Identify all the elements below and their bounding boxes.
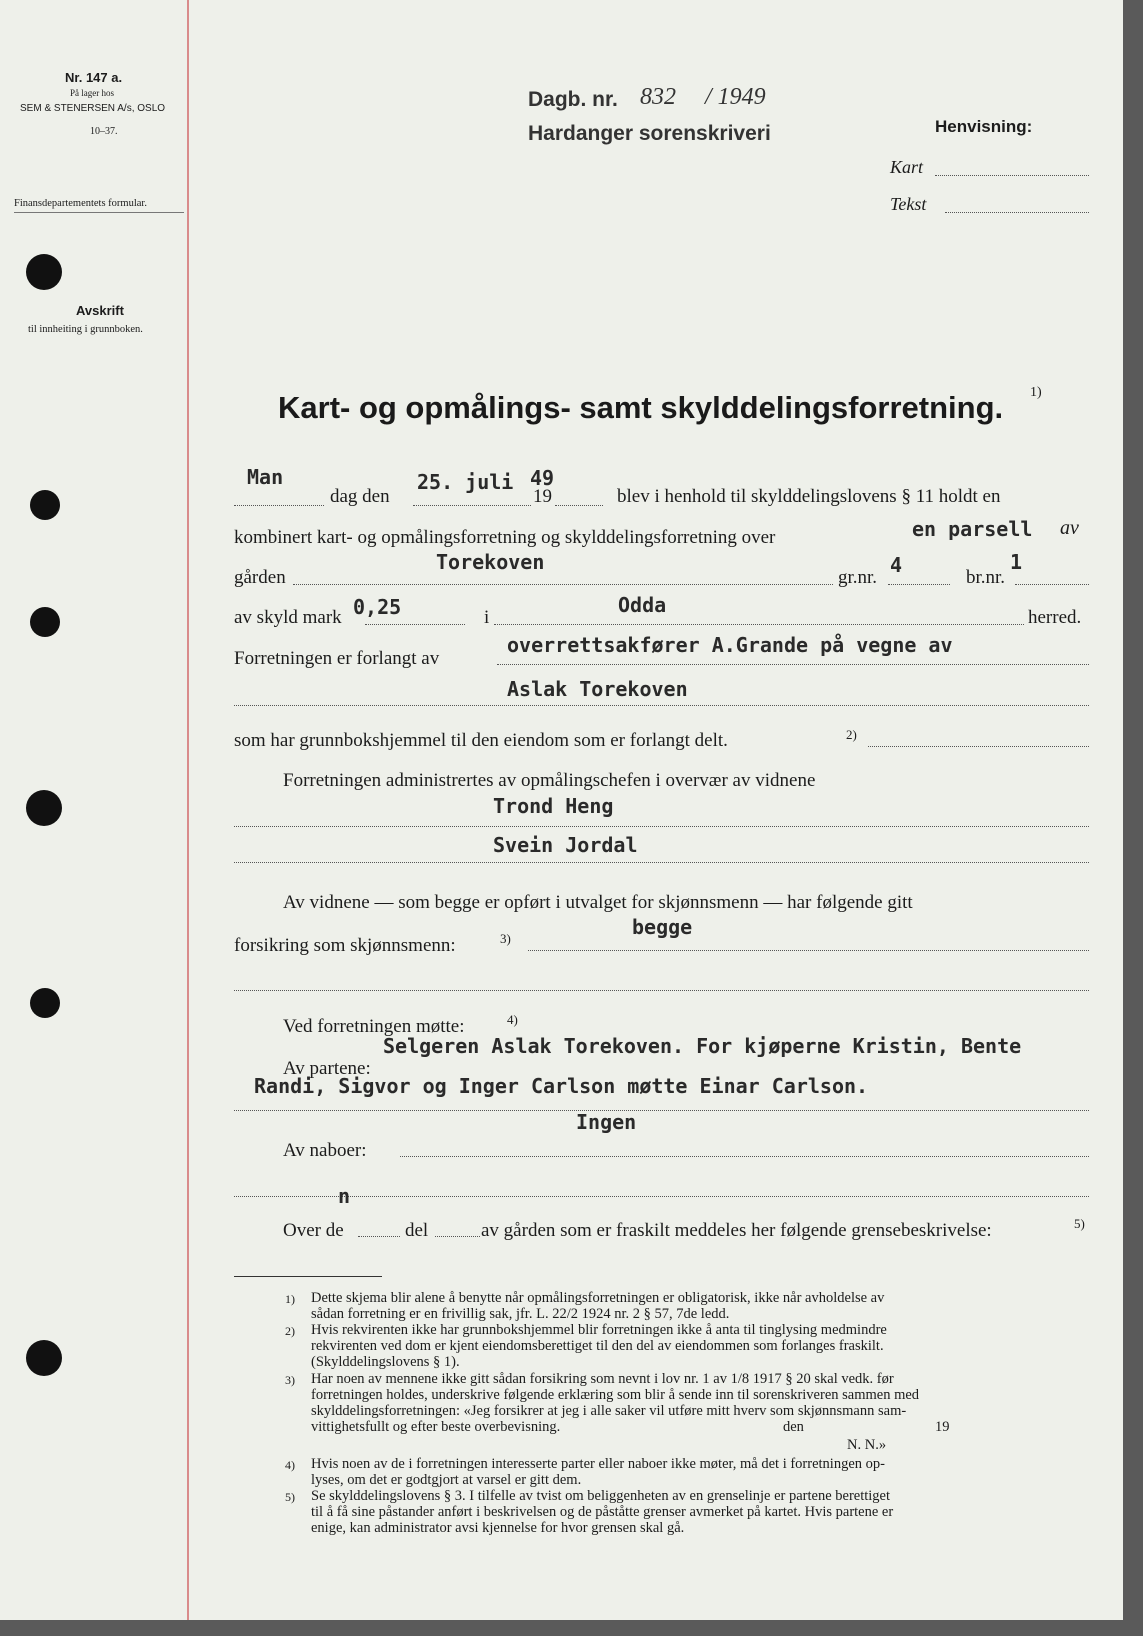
witness-fill: Trond Heng (493, 794, 614, 818)
copy-label: Avskrift (76, 303, 124, 318)
document-title: Kart- og opmålings- samt skylddelingsforretning. (278, 390, 1004, 425)
footnote-line: Hvis rekvirenten ikke har grunnbokshjemmel blir forretningen ikke å anta til tinglysing medmindre (311, 1322, 887, 1338)
footnote-signature: N. N.» (847, 1437, 887, 1453)
copy-sub: til innheiting i grunnboken. (28, 324, 143, 335)
footnote-number: 1) (285, 1292, 295, 1306)
form-text: Over de (283, 1220, 344, 1241)
fill-line (435, 1236, 480, 1237)
footnote-line: vittighetsfullt og efter beste overbevisning. (311, 1419, 561, 1435)
publisher-line: På lager hos (70, 88, 114, 98)
footnote-line: lyses, om det er godtgjort at varsel er gitt dem. (311, 1472, 582, 1488)
footnote-number: 5) (285, 1490, 295, 1504)
punch-hole (30, 988, 60, 1018)
footnote-ref: 2) (846, 727, 857, 742)
gr-nr-fill: 4 (890, 553, 903, 577)
form-text: Av naboer: (283, 1140, 367, 1161)
title-note: 1) (1030, 385, 1042, 400)
footnote-ref: 3) (500, 931, 511, 946)
fill-line (358, 1236, 400, 1237)
footnote-line: til å få sine påstander anført i beskrivelsen og de påståtte grenser avmerket på kartet. Hvis partene er (311, 1504, 894, 1520)
punch-hole (26, 790, 62, 826)
fill-line (293, 584, 833, 585)
form-text: kombinert kart- og opmålingsforretning og skylddelingsforretning over (234, 527, 776, 548)
fill-line (555, 505, 603, 506)
form-number: Nr. 147 a. (65, 70, 123, 85)
fill-line (497, 664, 1089, 665)
form-text: Forretningen administrertes av opmålingschefen i overvær av vidnene (283, 770, 816, 791)
parcel-fill: en parsell (912, 517, 1033, 541)
insured-fill: begge (632, 915, 693, 939)
form-text: blev i henhold til skylddelingslovens § 11 holdt en (617, 486, 1001, 507)
footnote-line: Se skylddelingslovens § 3. I tilfelle av tvist om beliggenheten av en grenselinje er partene berettiget (311, 1488, 891, 1504)
footnote-number: 2) (285, 1324, 295, 1338)
fill-line (1015, 584, 1089, 585)
form-text: del (405, 1220, 429, 1241)
footnote-line: sådan forretning er en frivillig sak, jfr. L. 22/2 1924 nr. 2 § 57, 7de ledd. (311, 1306, 730, 1322)
footnote-line: Dette skjema blir alene å benytte når opmålingsforretningen er obligatorisk, ikke når avholdelse av (311, 1290, 885, 1306)
form-text: Ved forretningen møtte: (283, 1016, 465, 1037)
journal-number: 832 (640, 84, 676, 110)
fill-line (528, 950, 1089, 951)
witness-fill: Svein Jordal (493, 833, 638, 857)
map-label: Kart (890, 157, 924, 177)
punch-hole (26, 254, 62, 290)
punch-hole (30, 490, 60, 520)
fill-line (400, 1156, 1089, 1157)
footnote-den: den (783, 1419, 804, 1435)
form-text: av gården som er fraskilt meddeles her følgende grensebeskrivelse: (481, 1220, 992, 1241)
margin-rule (187, 0, 189, 1620)
punch-hole (26, 1340, 62, 1376)
divider (14, 212, 184, 213)
year-fill: 49 (530, 466, 555, 490)
fill-line (234, 862, 1089, 863)
footnote-number: 4) (285, 1458, 295, 1472)
publisher-line: 10–37. (90, 126, 118, 137)
fill-line (494, 624, 1024, 625)
fill-line (413, 505, 531, 506)
text-label: Tekst (890, 194, 927, 214)
form-text: Av partene: (283, 1058, 371, 1079)
weekday-fill: Man (247, 465, 284, 489)
footnote-line: skylddelingsforretningen: «Jeg forsikrer at jeg i alle saker vil utføre mitt hverv som skjønnsmann sam- (311, 1403, 907, 1419)
skyld-fill: 0,25 (353, 595, 402, 619)
form-text: gr.nr. (838, 567, 878, 588)
form-text: i (484, 607, 490, 628)
fill-line (868, 746, 1089, 747)
fill-line (888, 584, 950, 585)
footnote-line: forretningen holdes, underskrive følgende erklæring som blir å sende inn til sorenskriveren sammen med (311, 1387, 920, 1403)
form-text: av skyld mark (234, 607, 342, 628)
fill-line (365, 624, 465, 625)
form-text: forsikring som skjønnsmenn: (234, 935, 456, 956)
footnote-ref: 4) (507, 1012, 518, 1027)
form-text: 19 (533, 486, 552, 507)
requester-fill: Aslak Torekoven (507, 677, 688, 701)
fill-line (234, 990, 1089, 991)
footnote-line: Har noen av mennene ikke gitt sådan forsikring som nevnt i lov nr. 1 av 1/8 1917 § 20 skal vedk. før (311, 1371, 894, 1387)
farm-name-fill: Torekoven (436, 550, 545, 574)
footnote-ref: 5) (1074, 1216, 1085, 1231)
text-line (945, 212, 1089, 213)
form-text: som har grunnbokshjemmel til den eiendom som er forlangt delt. (234, 730, 728, 751)
fill-line (234, 705, 1089, 706)
fill-line (234, 1110, 1089, 1111)
journal-year: / 1949 (705, 84, 766, 110)
fill-line (234, 826, 1089, 827)
fill-line (234, 1196, 1089, 1197)
form-text: Av vidnene — som begge er opført i utvalget for skjønnsmenn — har følgende gitt (283, 892, 913, 913)
reference-label: Henvisning: (935, 117, 1033, 136)
publisher-line: SEM & STENERSEN A/s, OSLO (20, 103, 166, 114)
footnote-line: enige, kan administrator avsi kjennelse for hvor grensen skal gå. (311, 1520, 685, 1536)
footnote-line: (Skylddelingslovens § 1). (311, 1354, 460, 1370)
hand-mark: n (338, 1184, 351, 1208)
attendees-fill: Randi, Sigvor og Inger Carlson møtte Einar Carlson. (254, 1074, 869, 1098)
footnote-line: Hvis noen av de i forretningen interesserte parter eller naboer ikke møter, må det i forretningen op- (311, 1456, 885, 1472)
district-stamp: Hardanger sorenskriveri (528, 122, 771, 145)
date-fill: 25. juli (417, 470, 514, 494)
punch-hole (30, 607, 60, 637)
form-text: br.nr. (966, 567, 1006, 588)
form-text: herred. (1028, 607, 1082, 628)
form-text: dag den (330, 486, 390, 507)
footnote-line: rekvirenten ved dom er kjent eiendomsberettiget til den del av eiendommen som forlanges fraskilt. (311, 1338, 884, 1354)
footnote-rule (234, 1276, 382, 1277)
attendees-fill: Selgeren Aslak Torekoven. For kjøperne Kristin, Bente (383, 1034, 1022, 1058)
department-label: Finansdepartementets formular. (14, 198, 147, 209)
journal-stamp: Dagb. nr. (528, 88, 618, 111)
neighbours-fill: Ingen (576, 1110, 637, 1134)
form-text: Forretningen er forlangt av (234, 648, 440, 669)
municipality-fill: Odda (618, 593, 667, 617)
fill-line (234, 505, 324, 506)
footnote-number: 3) (285, 1373, 295, 1387)
handwritten-note: av (1060, 517, 1079, 539)
form-text: gården (234, 567, 286, 588)
footnote-year: 19 (935, 1419, 950, 1435)
br-nr-fill: 1 (1010, 550, 1023, 574)
map-line (935, 175, 1089, 176)
requester-fill: overrettsakfører A.Grande på vegne av (507, 633, 953, 657)
